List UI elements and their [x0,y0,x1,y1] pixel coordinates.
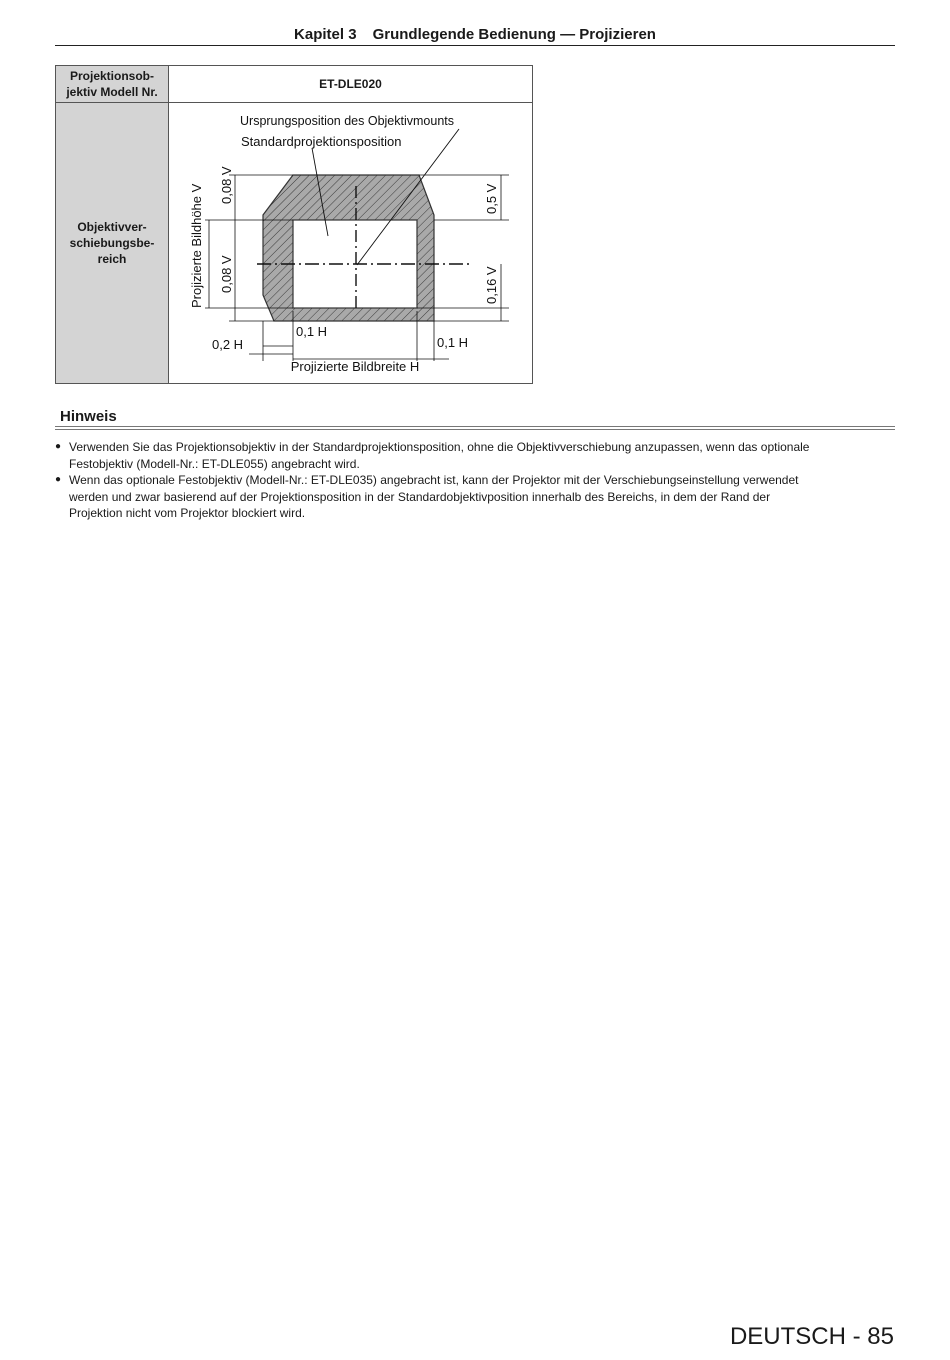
lens-shift-table [55,65,533,384]
header-rule [55,45,895,46]
list-item: ● Verwenden Sie das Projektionsobjektiv in der Standardprojektionsposition, ohne die Objektivverschiebung anzupassen, wenn das optionale Festobjektiv (Modell-Nr.: ET-DLE055) angebracht wird. [55,440,810,471]
h-left-inner-label: 0,1 H [296,324,328,339]
table-row [56,103,533,384]
list-item: ● Wenn das optionale Festobjektiv (Modell-Nr.: ET-DLE035) angebracht ist, kann der Projektor mit der Verschiebungseinstellung verwendet werden und zwar basierend auf der Projektionsposition in der Standardobjektivposition innerhalb des Bereichs, in dem der Rand der Projektion nicht vom Projektor blockiert wird. [55,473,799,520]
shift-range-label: Objektivver- schiebungsbe- reich [56,103,169,384]
note-title: Hinweis [60,408,117,425]
lens-model-value: ET-DLE020 [169,66,533,103]
h-right-label: 0,1 H [437,335,469,350]
v-lower-left-label: 0,08 V [219,255,234,293]
page-number: DEUTSCH - 85 [729,1323,894,1350]
v-upper-right-label: 0,5 V [484,183,499,214]
shift-range-diagram [169,103,531,383]
v-lower-right-label: 0,16 V [484,266,499,304]
note-rule [55,429,895,430]
height-axis-label: Projizierte Bildhöhe V [189,183,204,308]
h-left-outer-label: 0,2 H [212,337,244,352]
v-upper-left-label: 0,08 V [219,166,234,204]
standard-label: Standardprojektionsposition [241,134,402,149]
origin-label: Ursprungsposition des Objektivmounts [240,114,454,128]
table-row [56,66,533,103]
chapter-number: Kapitel 3 [294,26,357,43]
bullet-icon: ● [55,474,62,485]
bullet-icon: ● [55,441,62,452]
chapter-header [55,25,895,45]
lens-model-label: Projektionsob- jektiv Modell Nr. [56,66,169,103]
chapter-title: Grundlegende Bedienung — Projizieren [372,26,656,43]
notes-list [55,439,900,522]
shift-diagram-cell [169,103,533,384]
width-axis-label: Projizierte Bildbreite H [290,359,420,374]
note-rule [55,426,895,427]
